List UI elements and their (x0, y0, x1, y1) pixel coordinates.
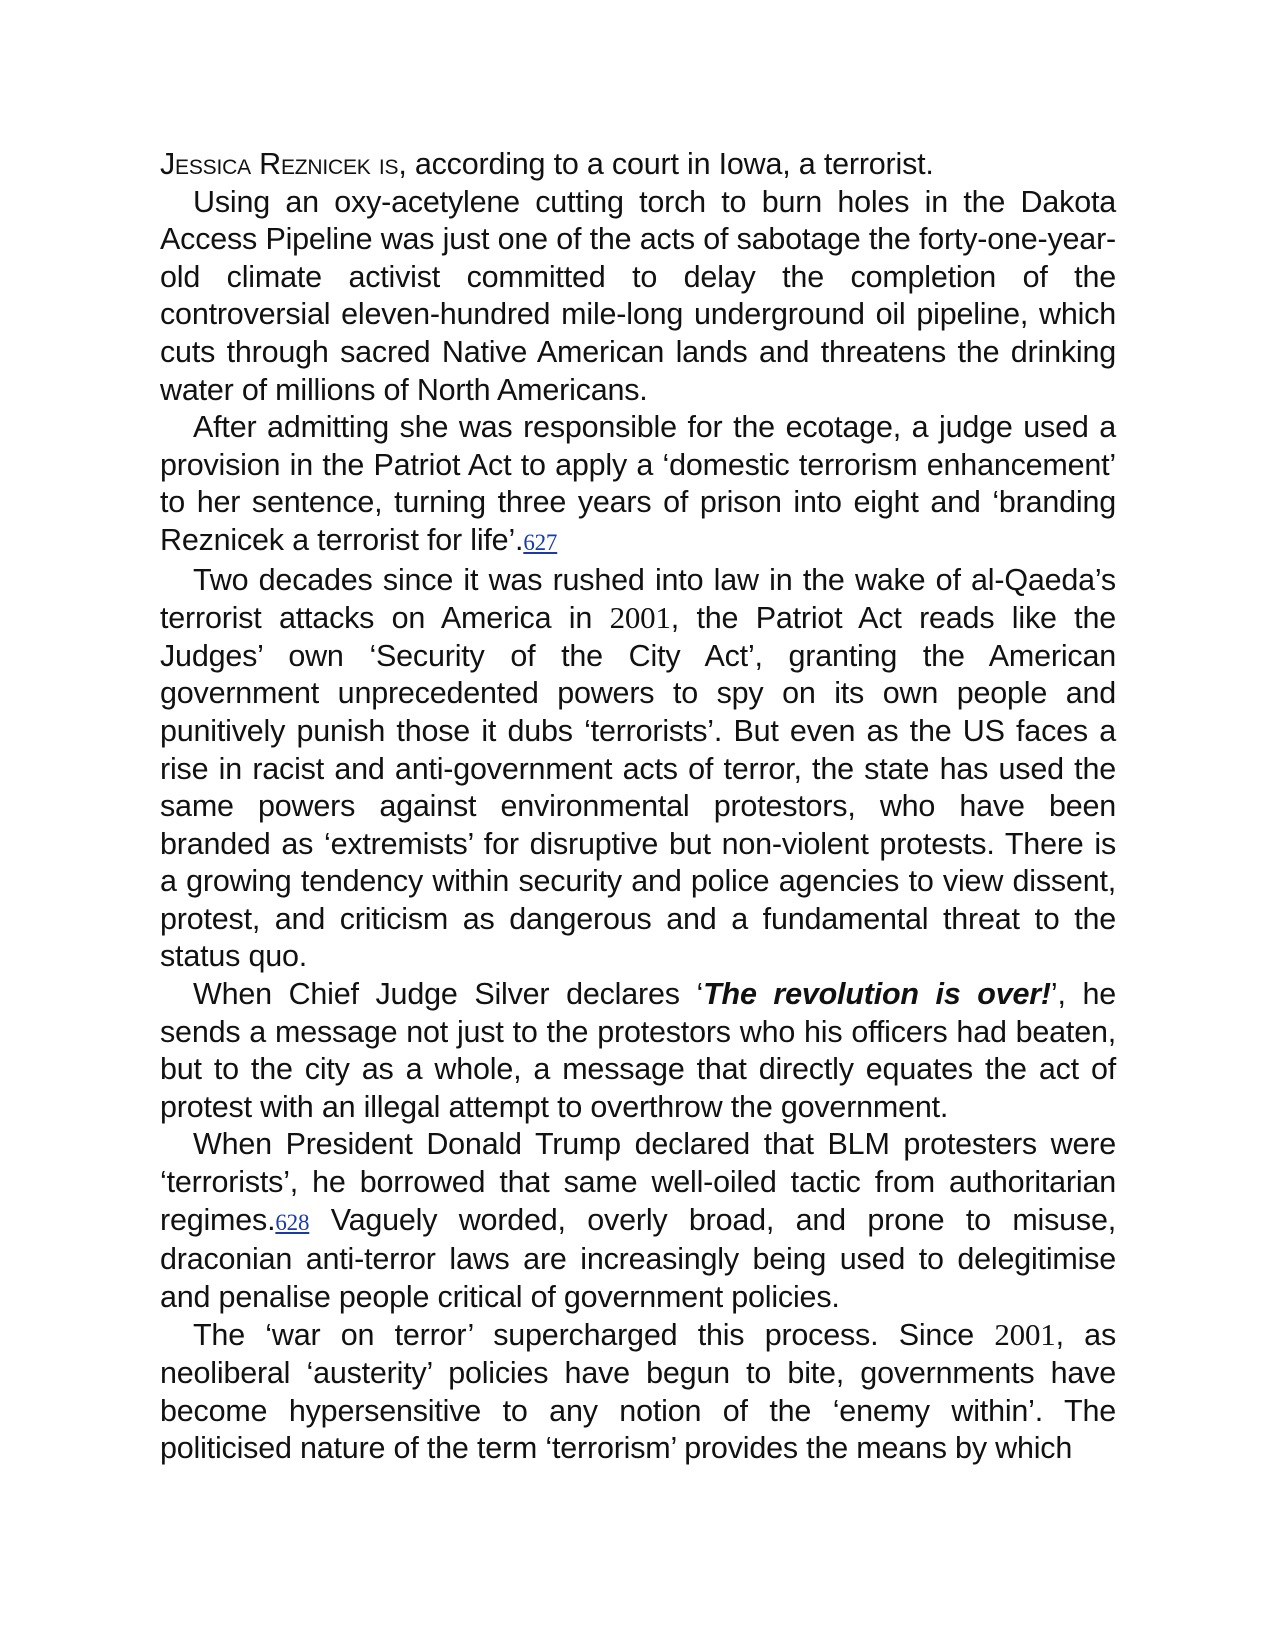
paragraph-4-text-start: Two decades since it was rushed into law in the wake of al-Qaeda’s terrorist attacks on America in (160, 562, 1116, 636)
paragraph-3 (160, 409, 1116, 561)
paragraph-5 (160, 976, 1116, 1126)
paragraph-6 (160, 1126, 1116, 1316)
paragraph-4 (160, 562, 1116, 977)
footnote-link-628[interactable]: 628 (275, 1209, 310, 1235)
paragraph-1 (160, 146, 1116, 184)
footnote-link-627[interactable]: 627 (523, 529, 558, 555)
paragraph-6-text-end: Vaguely worded, overly broad, and prone to misuse, draconian anti-terror laws are increasingly being used to delegitimise and penalise people critical of government policies. (160, 1202, 1116, 1314)
paragraph-4-text-end: , the Patriot Act reads like the Judges’ own ‘Security of the City Act’, granting the American government unprecedented powers to spy on its own people and punitively punish those it dubs ‘terrorists’. But even as the US faces a rise in racist and anti-government acts of terror, the state has used the same powers against environmental protestors, who have been branded as ‘extremists’ for disruptive but non-violent protests. There is a growing tendency within security and police agencies to view dissent, protest, and criticism as dangerous and a fundamental threat to the status quo. (160, 601, 1116, 974)
paragraph-7 (160, 1316, 1116, 1467)
year-number: 2001 (994, 1317, 1056, 1353)
paragraph-7-text-end: , as neoliberal ‘austerity’ policies have begun to bite, governments have become hypersensitive to any notion of the ‘enemy within’. The politicised nature of the term ‘terrorism’ provides the means by which (160, 1318, 1116, 1466)
paragraph-3-text: After admitting she was responsible for the ecotage, a judge used a provision in the Patriot Act to apply a ‘domestic terrorism enhancement’ to her sentence, turning three years of prison into eight and ‘branding Reznicek a terrorist for life’. (160, 410, 1116, 557)
paragraph-5-text-end: ’, he sends a message not just to the protestors who his officers had beaten, but to the city as a whole, a message that directly equates the act of protest with an illegal attempt to overthrow the government. (160, 977, 1116, 1124)
paragraph-2 (160, 184, 1116, 410)
paragraph-7-text-start: The ‘war on terror’ supercharged this process. Since (193, 1318, 995, 1353)
emphasized-quote: The revolution is over! (703, 977, 1051, 1012)
paragraph-2-text: Using an oxy-acetylene cutting torch to burn holes in the Dakota Access Pipeline was just one of the acts of sabotage the forty-one-year-old climate activist committed to delay the completion of the controversial eleven-hundred mile-long underground oil pipeline, which cuts through sacred Native American lands and threatens the drinking water of millions of North Americans. (160, 184, 1116, 407)
paragraph-6-text-start: When President Donald Trump declared that BLM protesters were ‘terrorists’, he borrowed that same well-oiled tactic from authoritarian regimes. (160, 1127, 1116, 1237)
year-number: 2001 (609, 600, 671, 636)
paragraph-1-text: , according to a court in Iowa, a terrorist. (398, 147, 934, 181)
paragraph-5-text-start: When Chief Judge Silver declares ‘ (193, 977, 704, 1012)
body-text (160, 146, 1116, 1468)
opening-small-caps: Jessica Reznicek is (160, 147, 399, 181)
